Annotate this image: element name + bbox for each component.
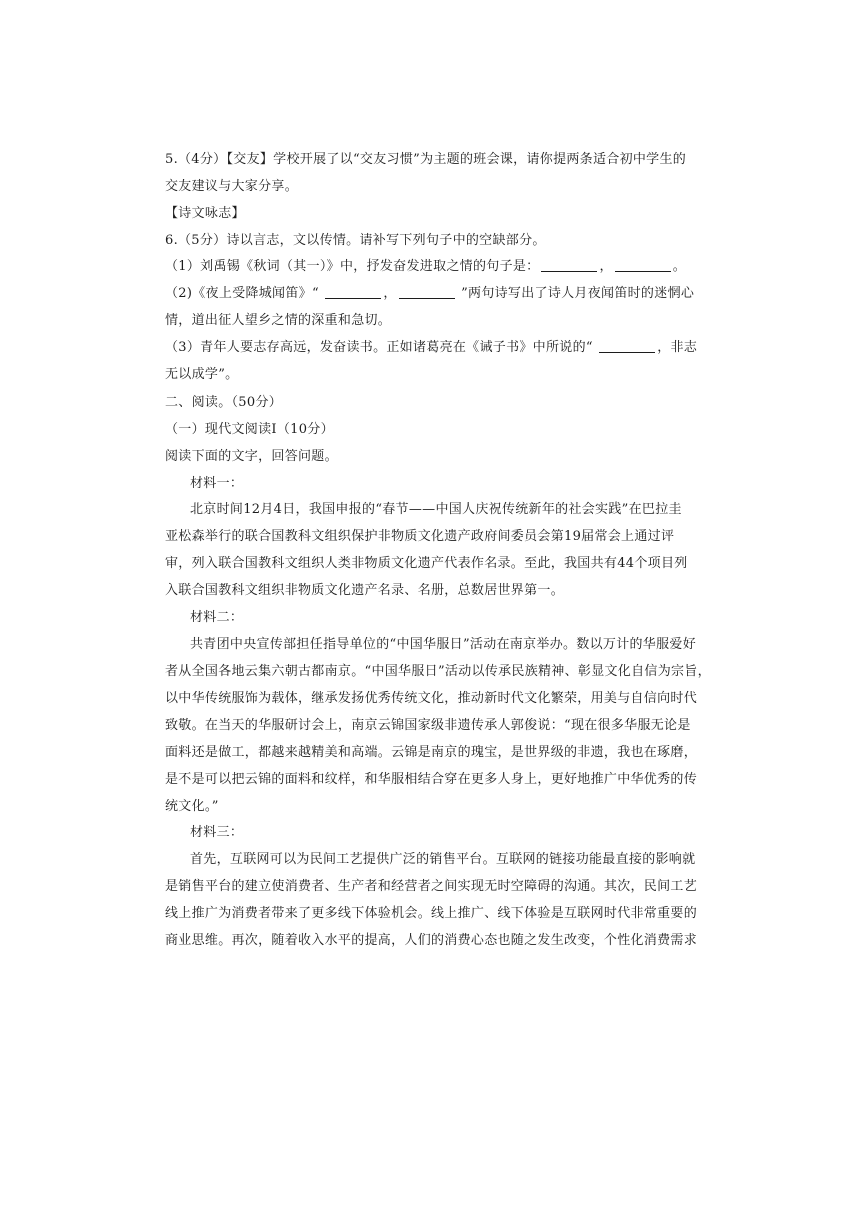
answer-blank-2a[interactable] [325,286,381,299]
material-3-label: 材料三： [190,825,244,840]
q6-item-3-line-2: 无以成学”。 [165,367,239,382]
material-2-line: 面料还是做工，都越来越精美和高端。云锦是南京的瑰宝，是世界级的非遗，我也在琢磨， [165,745,698,760]
q6-item-1 [165,259,687,275]
material-1-line: 北京时间12月4日，我国申报的“春节——中国人庆祝传统新年的社会实践”在巴拉圭 [190,502,682,517]
answer-blank-3[interactable] [599,340,655,353]
q5-line-1: 5.（4分）【交友】学校开展了以“交友习惯”为主题的班会课，请你提两条适合初中学生的 [165,152,687,167]
material-2-line: 是不是可以把云锦的面料和纹样，和华服相结合穿在更多人身上，更好地推广中华优秀的传 [165,772,698,787]
q6-item3-suffix: ，非志 [657,340,698,355]
answer-blank-2b[interactable] [399,286,455,299]
sub-section-1-title: （一）现代文阅读Ⅰ（10分） [165,422,334,437]
section-heading-poetry: 【诗文咏志】 [165,206,245,221]
q5-line-2: 交友建议与大家分享。 [165,179,299,194]
q6-item2-sep: ， [383,286,397,301]
material-2-line: 者从全国各地云集六朝古都南京。“中国华服日”活动以传承民族精神、彰显文化自信为宗旨， [165,664,711,679]
q6-item2-prefix: （2)《夜上受降城闻笛》“ [165,286,324,301]
material-2-label: 材料二： [190,610,244,625]
part-2-title: 二、阅读。（50分） [165,395,283,410]
material-3-line: 商业思维。再次，随着收入水平的提高，人们的消费心态也随之发生改变，个性化消费需求 [165,933,698,948]
reading-instruction: 阅读下面的文字，回答问题。 [165,449,338,464]
material-1-line: 亚松森举行的联合国教科文组织保护非物质文化遗产政府间委员会第19届常会上通过评 [165,529,675,544]
material-1-line: 审，列入联合国教科文组织人类非物质文化遗产代表作名录。至此，我国共有44个项目列 [165,556,688,571]
q6-item-2-line-2: 情，道出征人望乡之情的深重和急切。 [165,313,392,328]
material-3-line: 线上推广为消费者带来了更多线下体验机会。线上推广、线下体验是互联网时代非常重要的 [165,906,698,921]
q6-item-2 [165,286,695,302]
material-3-line: 首先，互联网可以为民间工艺提供广泛的销售平台。互联网的链接功能最直接的影响就 [190,852,696,867]
material-2-line: 共青团中央宣传部担任指导单位的“中国华服日”活动在南京举办。数以万计的华服爱好 [190,637,696,652]
answer-blank-1a[interactable] [541,259,597,272]
material-2-line: 以中华传统服饰为载体，继承发扬优秀传统文化，推动新时代文化繁荣，用美与自信向时代 [165,691,698,706]
q6-item2-suffix: ”两句诗写出了诗人月夜闻笛时的迷惘心 [456,286,695,301]
q6-stem: 6.（5分）诗以言志，文以传情。请补写下列句子中的空缺部分。 [165,233,546,248]
answer-blank-1b[interactable] [615,259,671,272]
material-1-label: 材料一： [190,476,244,491]
material-2-line: 统文化。” [165,799,219,814]
material-1-line: 入联合国教科文组织非物质文化遗产名录、名册，总数居世界第一。 [165,583,565,598]
material-3-line: 是销售平台的建立使消费者、生产者和经营者之间实现无时空障碍的沟通。其次，民间工艺 [165,879,698,894]
material-2-line: 致敬。在当天的华服研讨会上，南京云锦国家级非遗传承人郭俊说：“现在很多华服无论是 [165,718,691,733]
q6-item1-sep: ， [599,259,613,274]
q6-item1-end: 。 [672,259,687,274]
q6-item3-prefix: （3）青年人要志存高远，发奋读书。正如诸葛亮在《诫子书》中所说的“ [165,340,598,355]
q6-item-3 [165,340,698,356]
q6-item1-prefix: （1）刘禹锡《秋词（其一）》中，抒发奋发进取之情的句子是： [165,259,540,274]
